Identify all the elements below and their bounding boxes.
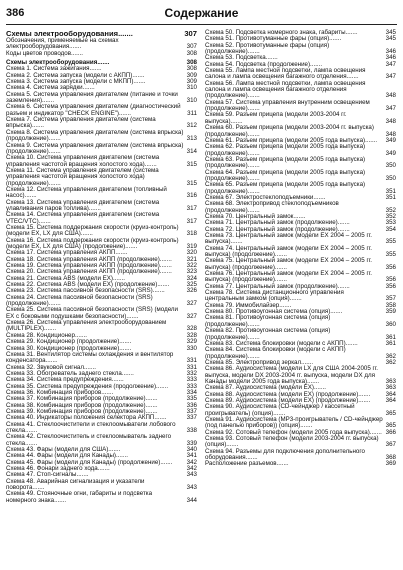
toc-entry-page: 333	[186, 376, 197, 384]
toc-entry-page: 363	[385, 377, 396, 385]
toc-entry-page: 365	[385, 409, 396, 417]
toc-entry	[6, 51, 197, 57]
toc-entry-title: Схема 63. Разъем прицепа (модели 2005 года выпуска) (продолжение).......	[205, 155, 366, 170]
toc-entry-title: Схема 50. Подсветка номерного знака, габариты.......	[205, 29, 358, 36]
toc-entry-title: Схема 30. Кондиционер (продолжение).......	[6, 344, 132, 352]
toc-entry-title: Схема 80. Противоугонная система (опция).......	[205, 308, 343, 316]
toc-entry-page: 338	[186, 426, 197, 434]
toc-entry-page: 347	[385, 105, 396, 113]
toc-entry-title: Схема 37. Комбинация приборов (продолжение).......	[6, 395, 158, 403]
toc-entry-title: Схема 2. Система запуска (модели с АКПП).......	[6, 71, 145, 79]
toc-entry	[6, 187, 197, 200]
toc-entry-title: Схема 18. Система управления АКПП (продолжение).......	[6, 255, 172, 263]
toc-entry-title: Схема 45. Фары (модели для Канады) (продолжение).......	[6, 458, 173, 466]
toc-entry-page: 309	[186, 78, 197, 86]
toc-entry-page: 361	[385, 333, 396, 341]
toc-entry-title: Коды цветов проводов.......	[6, 49, 84, 57]
toc-entry-title: Схема 74. Центральный замок (модели EX 2004 – 2005 гг. выпуска) (продолжение).......	[205, 244, 372, 259]
toc-entry	[6, 491, 197, 504]
toc-entry-page: 356	[385, 282, 396, 290]
toc-entry-page: 342	[186, 458, 197, 466]
toc-entry-title: Схема 81. Противоугонная система (опция) (продолжение).......	[205, 314, 331, 328]
toc-entry	[6, 117, 197, 130]
toc-entry-page: 343	[186, 471, 197, 479]
page-header	[6, 6, 397, 25]
toc-entry	[205, 290, 396, 303]
toc-entry-title: Схема 15. Система поддержания скорости (круиз-контроль) (модели EX, LX для США).......	[6, 223, 179, 238]
toc-entry-page: 349	[385, 149, 396, 157]
toc-entry-title: Схема 42. Стеклоочиститель и стеклоомыватель заднего стекла.......	[6, 433, 172, 447]
toc-entry-page: 312	[186, 122, 197, 130]
toc-entry-title: Схема 25. Система пассивной безопасности (SRS) (модели EX с боковыми подушками безопасности).......	[6, 306, 178, 320]
toc-entry-page: 342	[186, 465, 197, 473]
toc-entry	[205, 347, 396, 360]
toc-entry	[205, 81, 396, 100]
toc-entry-title: Схема 84. Система блокировки (модели с АКПП) (продолжение).......	[205, 346, 346, 360]
toc-entry-page: 348	[385, 117, 396, 125]
toc-entry-page: 326	[186, 287, 197, 295]
toc-entry-title: Схема 11. Система управления двигателем (система управления частотой вращения холостого хода) (продолжение).......	[6, 166, 159, 187]
toc-entry-title: Схема 41. Стеклоочистители и стеклоомыватели лобового стекла.......	[6, 420, 176, 434]
toc-entry	[6, 38, 197, 51]
toc-entry-title: Схема 92. Сотовый телефон (модели 2005 года выпуска).......	[205, 428, 382, 436]
toc-entry-title: Схема 68. Электропривод стеклоподъемников (продолжение).......	[205, 200, 339, 214]
toc-entry-page: 357	[385, 295, 396, 303]
toc-entry	[205, 271, 396, 284]
toc-entry-title: Схема 21. Система ABS (модели EX).......	[6, 274, 126, 282]
toc-entry-page: 324	[186, 274, 197, 282]
toc-entry-title: Схемы электрооборудования.......	[6, 29, 133, 38]
toc-entry-title: Схема 4. Система зарядки.......	[6, 84, 95, 92]
toc-entry-title: Схема 13. Система управления двигателем (система улавливания паров топлива).......	[6, 198, 160, 212]
toc-entry-title: Схема 7. Система управления двигателем (система впрыска).......	[6, 116, 156, 130]
toc-entry-title: Схема 53. Подсветка.......	[205, 54, 278, 62]
toc-entry-title: Схема 64. Разъем прицепа (модели 2005 года выпуска) (продолжение).......	[205, 168, 366, 182]
toc-entry-page: 314	[186, 147, 197, 155]
toc-entry-page: 353	[385, 219, 396, 227]
toc-entry	[205, 144, 396, 157]
toc-entry-page: 330	[186, 344, 197, 352]
toc-entry-title: Схема 89. Аудиосистема (модели EX) (продолжение).......	[205, 396, 371, 404]
toc-entry	[6, 320, 197, 333]
toc-entry-page: 307	[184, 29, 197, 38]
toc-entry-page: 356	[385, 263, 396, 271]
toc-entry-title: Схема 38. Комбинация приборов (продолжение).......	[6, 401, 158, 409]
toc-entry	[205, 436, 396, 449]
toc-entry-title: Схема 10. Система управления двигателем (система управления частотой вращения холостого хода).......	[6, 154, 160, 168]
toc-entry-page: 363	[385, 384, 396, 392]
toc-entry	[6, 352, 197, 365]
toc-entry	[205, 461, 396, 467]
toc-entry-page: 308	[186, 59, 197, 67]
toc-entry	[6, 155, 197, 168]
toc-entry-page: 332	[186, 369, 197, 377]
toc-entry-page: 348	[385, 130, 396, 138]
toc-entry-page: 328	[186, 331, 197, 339]
toc-entry-title: Схема 86. Аудиосистема (модели LX для США 2004-2005 гг. выпуска, модели DX 2003-2004 гг. выпуска, модели DX для Канады модели 2005 года выпуска).......	[205, 365, 378, 385]
toc-entry-title: Схема 16. Система поддержания скорости (круиз-контроль) (модели EX, LX для США) (продолжение).......	[6, 236, 179, 250]
toc-entry-title: Схема 22. Система ABS (модели EX) (продолжение).......	[6, 281, 170, 289]
toc-entry-page: 345	[385, 35, 396, 43]
toc-entry-page: 358	[385, 301, 396, 309]
toc-left-column	[6, 30, 197, 504]
toc-entry-page: 313	[186, 135, 197, 143]
toc-entry-page: 367	[385, 441, 396, 449]
toc-entry-title: Схема 87. Аудиосистема (модели EX).......	[205, 384, 326, 392]
toc-entry-page: 331	[186, 363, 197, 371]
toc-entry-title: Схема 39. Комбинация приборов (продолжение).......	[6, 407, 158, 415]
toc-entry-page: 336	[186, 401, 197, 409]
toc-entry	[6, 168, 197, 187]
toc-entry-title: Схема 48. Аварийная сигнализация и указатели поворота.......	[6, 477, 145, 492]
toc-entry-page: 361	[385, 339, 396, 347]
toc-entry-page: 340	[186, 446, 197, 453]
toc-entry-page: 352	[385, 212, 396, 220]
toc-entry-title: Схема 56. Лампа местной подсветки, лампа освещения салона и лампа освещения багажного отделения (продолжение).......	[205, 79, 366, 100]
toc-entry-title: Схема 79. Иммобилайзер.......	[205, 301, 292, 309]
toc-entry-title: Схема 17. Система управления АКПП.......	[6, 249, 128, 257]
toc-entry-title: Схема 70. Центральный замок.......	[205, 212, 306, 220]
toc-entry-title: Схема 85. Электропривод зеркал.......	[205, 358, 314, 366]
toc-entry-title: Схема 76. Центральный замок (модели EX 2004 – 2005 гг. выпуска) (продолжение).......	[205, 270, 372, 284]
page-title: Содержание	[164, 6, 239, 20]
toc-entry-page: 307	[186, 43, 197, 51]
toc-entry	[205, 125, 396, 138]
toc-entry-page: 319	[186, 243, 197, 250]
toc-entry-title: Схема 67. Электростеклоподъемники.......	[205, 193, 326, 201]
toc-entry-title: Схема 61. Разъем прицепа (модели 2005 года выпуска).......	[205, 136, 378, 144]
toc-entry-title: Схема 93. Сотовый телефон (модели 2003-2004 гг. выпуска) (опция).......	[205, 435, 379, 449]
toc-entry-page: 315	[186, 160, 197, 168]
toc-entry-title: Схема 71. Центральный замок (продолжение).......	[205, 219, 350, 227]
toc-entry-page: 351	[385, 193, 396, 201]
page-number: 386	[6, 7, 25, 19]
toc-entry-title: Схема 55. Лампа местной подсветки, лампа освещения салона и лампа освещения багажного отделения.......	[205, 67, 366, 81]
toc-entry-page: 322	[186, 262, 197, 270]
toc-entry-page: 369	[385, 460, 396, 468]
toc-entry-page: 311	[187, 109, 197, 117]
toc-entry	[205, 366, 396, 385]
toc-entry-page: 343	[186, 484, 197, 492]
toc-entry-page: 337	[186, 414, 197, 422]
toc-entry-page: 344	[186, 496, 197, 504]
toc-entry-page: 364	[385, 396, 396, 404]
toc-entry	[205, 157, 396, 170]
toc-entry-page: 362	[385, 352, 396, 360]
toc-entry-page: 337	[186, 407, 197, 415]
toc-entry-page: 335	[186, 395, 197, 403]
toc-entry-page: 360	[385, 320, 396, 328]
toc-entry-page: 315	[186, 179, 197, 187]
toc-right-column	[205, 30, 396, 468]
toc-entry-title: Схема 33. Обогреватель заднего стекла.......	[6, 369, 134, 377]
toc-entry-title: Схема 19. Система управления АКПП (продолжение).......	[6, 262, 172, 270]
toc-entry-page: 366	[385, 428, 396, 436]
toc-entry-page: 341	[186, 452, 197, 460]
toc-entry-page: 328	[186, 325, 197, 333]
toc-entry-page: 323	[186, 268, 197, 276]
toc-entry-page: 355	[385, 251, 396, 259]
toc-entry-title: Схема 31. Вентилятор системы охлаждения и вентилятор конденсатора.......	[6, 350, 174, 365]
toc-entry-title: Схема 3. Система запуска (модели с МКПП).......	[6, 78, 146, 86]
toc-entry-page: 349	[385, 136, 396, 144]
toc-entry-title: Схема 94. Разъемы для подключения дополнительного оборудования.......	[205, 447, 365, 462]
toc-entry-title: Схема 82. Противоугонная система (опция) (продолжение).......	[205, 327, 331, 341]
toc-entry	[6, 130, 197, 143]
toc-entry-page: 346	[385, 54, 396, 62]
toc-entry-page: 327	[186, 300, 197, 308]
toc-entry-title: Схемы электрооборудования.......	[6, 59, 110, 67]
toc-entry-title: Схема 12. Система управления двигателем (топливный насос).......	[6, 185, 167, 200]
toc-entry-title: Схема 57. Система управления внутренним освещением (продолжение).......	[205, 98, 370, 113]
toc-entry-page: 308	[186, 65, 197, 73]
toc-entry-page: 365	[385, 422, 396, 430]
toc-entry-page: 364	[385, 390, 396, 398]
toc-entry	[6, 225, 197, 238]
toc-entry-page: 321	[186, 255, 197, 263]
toc-entry-page: 317	[186, 204, 197, 212]
toc-entry-title: Схема 88. Аудиосистема (модели EX) (продолжение).......	[205, 390, 371, 398]
toc-entry-title: Схема 75. Центральный замок (модели EX 2004 – 2005 гг. выпуска) (продолжение).......	[205, 257, 372, 271]
toc-entry-title: Схема 23. Система пассивной безопасности (SRS).......	[6, 287, 165, 295]
toc-entry-page: 325	[186, 281, 197, 289]
toc-entry-title: Схема 44. Фары (модели для Канады).......	[6, 452, 129, 460]
toc-entry-title: Схема 24. Система пассивной безопасности (SRS) (продолжение).......	[6, 293, 153, 308]
toc-entry-page: 347	[385, 73, 396, 81]
toc-entry-title: Схема 34. Система предупреждения.......	[6, 376, 124, 384]
toc-entry-title: Схема 90. Аудиосистема (CD-чейнджер / кассетный проигрыватель) (опция).......	[205, 403, 355, 417]
toc-entry-title: Схема 51. Противотуманные фары (опция).......	[205, 35, 342, 43]
toc-entry	[205, 417, 396, 430]
toc-entry-page: 362	[385, 358, 396, 366]
toc-entry-title: Схема 73. Центральный замок (модели EX 2004 – 2005 гг. выпуска).......	[205, 232, 372, 246]
toc-entry-title: Обозначения, применяемые на схемах электрооборудования.......	[6, 37, 119, 51]
toc-entry-page: 359	[385, 308, 396, 316]
toc-entry-page: 339	[186, 439, 197, 447]
toc-entry-page: 320	[186, 249, 197, 257]
toc-entry-title: Схема 35. Система предупреждения (продолжение).......	[6, 382, 169, 390]
toc-entry-title: Схема 29. Кондиционер (продолжение).......	[6, 338, 132, 346]
toc-entry-title: Схема 40. Индикаторы положения селектора АКПП.......	[6, 414, 167, 422]
toc-entry-title: Расположение разъемов.......	[205, 460, 289, 468]
toc-entry-page: 350	[385, 162, 396, 170]
toc-entry-page: 316	[186, 192, 197, 200]
toc-entry-page: 354	[385, 225, 396, 233]
toc-entry-title: Схема 14. Система управления двигателем (система VTEC/VTC).......	[6, 211, 160, 225]
toc-entry-page: 350	[385, 174, 396, 182]
toc-entry-page: 347	[385, 60, 396, 68]
toc-entry-title: Схема 28. Кондиционер.......	[6, 331, 87, 339]
toc-entry-title: Схема 26. Система управления электрооборудованием (MULTIPLEX).......	[6, 319, 167, 333]
toc-entry-title: Схема 36. Комбинация приборов.......	[6, 388, 114, 396]
toc-entry-title: Схема 54. Подсветка (продолжение).......	[205, 60, 323, 68]
toc-entry	[205, 328, 396, 341]
toc-entry-page: 368	[385, 454, 396, 462]
toc-entry-title: Схема 8. Система управления двигателем (система впрыска) (продолжение).......	[6, 128, 184, 143]
toc-entry-page: 356	[385, 276, 396, 284]
toc-entry-title: Схема 32. Звуковой сигнал.......	[6, 363, 97, 371]
toc-entry-title: Схема 47. Стоп-сигналы.......	[6, 471, 89, 479]
toc-entry-page: 346	[385, 48, 396, 56]
toc-entry-page: 351	[385, 187, 396, 195]
toc-entry-title: Схема 77. Центральный замок (продолжение).......	[205, 282, 350, 290]
toc-entry-page: 327	[186, 312, 197, 320]
toc-entry-title: Схема 60. Разъем прицепа (модели 2003-2004 гг. выпуска) (продолжение).......	[205, 124, 374, 138]
toc-entry-title: Схема 1. Система зажигания.......	[6, 65, 102, 73]
toc-entry-title: Схема 49. Стояночные огни, габариты и подсветка номерного знака.......	[6, 490, 153, 504]
toc-entry-page: 317	[186, 217, 197, 225]
toc-entry-title: Схема 59. Разъем прицепа (модели 2003-2004 гг. выпуска).......	[205, 111, 347, 125]
toc-entry-page: 318	[186, 230, 197, 238]
toc-entry	[205, 233, 396, 246]
toc-entry-title: Схема 83. Система блокировки (модели с АКПП).......	[205, 339, 358, 347]
toc-entry-title: Схема 20. Система управления АКПП (продолжение).......	[6, 268, 172, 276]
toc-entry-title: Схема 5. Система управления двигателем (питание и точки заземления).......	[6, 90, 178, 105]
toc-entry-title: Схема 9. Система управления двигателем (система впрыска) (продолжение).......	[6, 141, 184, 155]
toc-entry-title: Схема 52. Противотуманные фары (опция) (продолжение).......	[205, 41, 330, 56]
toc-entry-page: 348	[385, 92, 396, 100]
toc-entry-page: 355	[385, 238, 396, 246]
toc-entry-page: 310	[186, 84, 197, 92]
toc-entry-page: 310	[186, 97, 197, 105]
toc-entry-page: 329	[186, 338, 197, 346]
toc-entry-title: Схема 72. Центральный замок (продолжение).......	[205, 225, 350, 233]
toc-entry-title: Схема 91. Аудиосистема (MP3-проигрыватель / CD-чейнджер (под панелью приборов)) (опция).......	[205, 415, 383, 430]
toc-entry-title: Схема 6. Система управления двигателем (диагностический разъем и индикатор "CHECK ENGINE").......	[6, 103, 181, 117]
toc-entry-title: Схема 65. Разъем прицепа (модели 2005 года выпуска) (продолжение).......	[205, 181, 366, 195]
toc-entry-page: 333	[186, 382, 197, 390]
toc-entry-page: 352	[385, 206, 396, 214]
toc-entry-title: Схема 43. Фары (модели для США).......	[6, 446, 121, 453]
toc-entry-title: Схема 78. Система дистанционного управления центральным замком (опция).......	[205, 289, 344, 303]
toc-entry	[205, 68, 396, 81]
toc-entry-page: 334	[186, 388, 197, 396]
toc-entry-title: Схема 46. Фонари заднего хода.......	[6, 465, 110, 473]
toc-entry-page: 345	[385, 29, 396, 36]
toc-entry-title: Схема 62. Разъем прицепа (модели 2005 года выпуска) (продолжение).......	[205, 143, 366, 157]
toc-entry-page: 309	[186, 71, 197, 79]
toc-entry-page: 331	[186, 357, 197, 365]
toc-entry-page: 308	[186, 49, 197, 57]
